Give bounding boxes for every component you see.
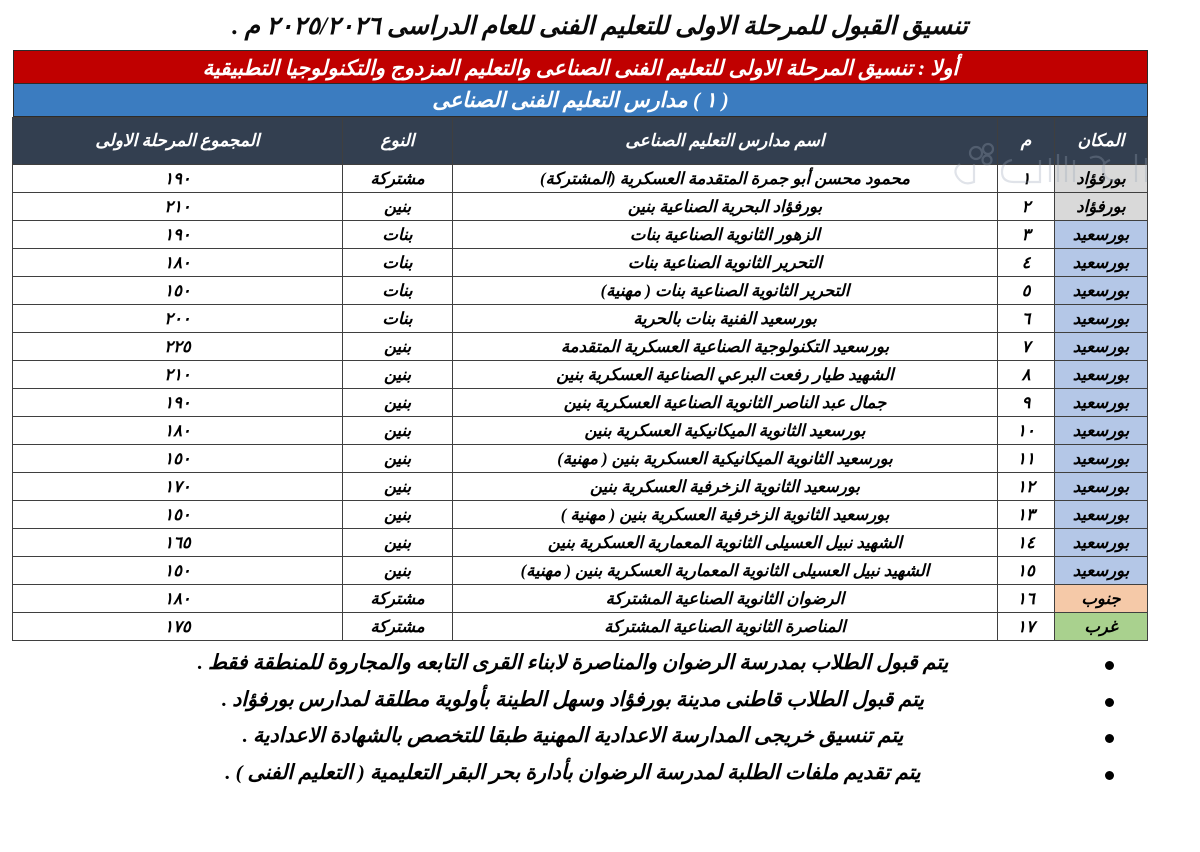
column-header-total: المجموع المرحلة الاولى: [13, 118, 343, 165]
cell-number: ١: [998, 165, 1055, 193]
cell-number: ١٢: [998, 473, 1055, 501]
cell-type: مشتركة: [343, 165, 453, 193]
cell-place: بورسعيد: [1055, 557, 1148, 585]
cell-school-name: بورفؤاد البحرية الصناعية بنين: [453, 193, 998, 221]
cell-school-name: المناصرة الثانوية الصناعية المشتركة: [453, 613, 998, 641]
cell-number: ٨: [998, 361, 1055, 389]
table-body: [13, 165, 1148, 641]
cell-number: ٥: [998, 277, 1055, 305]
cell-type: بنين: [343, 333, 453, 361]
note-item: يتم تنسيق خريجى المدارسة الاعدادية المهنية طبقا للتخصص بالشهادة الاعدادية .: [60, 726, 1120, 747]
table-row: [13, 361, 1148, 389]
table-row: [13, 585, 1148, 613]
column-header-type: النوع: [343, 118, 453, 165]
table-row: [13, 389, 1148, 417]
cell-total: ١٨٠: [13, 417, 343, 445]
cell-place: بورسعيد: [1055, 361, 1148, 389]
cell-type: بنات: [343, 221, 453, 249]
cell-school-name: بورسعيد التكنولوجية الصناعية العسكرية المتقدمة: [453, 333, 998, 361]
table-row: [13, 529, 1148, 557]
cell-type: بنين: [343, 361, 453, 389]
cell-place: غرب: [1055, 613, 1148, 641]
cell-type: بنين: [343, 389, 453, 417]
table-row: [13, 501, 1148, 529]
cell-school-name: بورسعيد الفنية بنات بالحرية: [453, 305, 998, 333]
cell-type: بنين: [343, 417, 453, 445]
cell-type: بنين: [343, 473, 453, 501]
note-item: يتم قبول الطلاب قاطنى مدينة بورفؤاد وسهل الطينة بأولوية مطلقة لمدارس بورفؤاد .: [60, 690, 1120, 711]
note-item: يتم تقديم ملفات الطلبة لمدرسة الرضوان بأدارة بحر البقر التعليمية ( التعليم الفنى ) .: [60, 763, 1120, 784]
cell-place: بورسعيد: [1055, 333, 1148, 361]
cell-type: بنات: [343, 249, 453, 277]
cell-school-name: بورسعيد الثانوية الميكانيكية العسكرية بنين ( مهنية): [453, 445, 998, 473]
cell-place: بورسعيد: [1055, 445, 1148, 473]
banner-section-title: أولا : تنسيق المرحلة الاولى للتعليم الفنى الصناعى والتعليم المزدوج والتكنولوجيا التطبيقية: [13, 50, 1148, 84]
cell-number: ٤: [998, 249, 1055, 277]
cell-school-name: بورسعيد الثانوية الزخرفية العسكرية بنين: [453, 473, 998, 501]
cell-school-name: بورسعيد الثانوية الزخرفية العسكرية بنين ( مهنية ): [453, 501, 998, 529]
cell-number: ٣: [998, 221, 1055, 249]
cell-total: ١٥٠: [13, 557, 343, 585]
cell-total: ١٧٠: [13, 473, 343, 501]
cell-place: جنوب: [1055, 585, 1148, 613]
banner-group: [13, 50, 1148, 117]
cell-type: بنين: [343, 501, 453, 529]
cell-total: ١٥٠: [13, 277, 343, 305]
cell-number: ١٥: [998, 557, 1055, 585]
cell-number: ١٤: [998, 529, 1055, 557]
cell-total: ٢١٠: [13, 361, 343, 389]
cell-place: بورسعيد: [1055, 249, 1148, 277]
table-row: [13, 221, 1148, 249]
cell-school-name: الشهيد طيار رفعت البرعي الصناعية العسكرية بنين: [453, 361, 998, 389]
cell-place: بورسعيد: [1055, 501, 1148, 529]
cell-number: ٩: [998, 389, 1055, 417]
cell-number: ١٧: [998, 613, 1055, 641]
cell-place: بورسعيد: [1055, 277, 1148, 305]
column-header-number: م: [998, 118, 1055, 165]
cell-total: ٢٠٠: [13, 305, 343, 333]
cell-place: بورسعيد: [1055, 417, 1148, 445]
cell-number: ٢: [998, 193, 1055, 221]
cell-total: ٢١٠: [13, 193, 343, 221]
cell-type: بنات: [343, 305, 453, 333]
cell-place: بورفؤاد: [1055, 193, 1148, 221]
cell-school-name: الشهيد نبيل العسيلى الثانوية المعمارية العسكرية بنين ( مهنية): [453, 557, 998, 585]
cell-place: بورسعيد: [1055, 305, 1148, 333]
cell-school-name: جمال عبد الناصر الثانوية الصناعية العسكرية بنين: [453, 389, 998, 417]
cell-school-name: الزهور الثانوية الصناعية بنات: [453, 221, 998, 249]
cell-type: بنات: [343, 277, 453, 305]
table-row: [13, 249, 1148, 277]
cell-total: ٢٢٥: [13, 333, 343, 361]
table-row: [13, 473, 1148, 501]
cell-type: بنين: [343, 557, 453, 585]
cell-type: بنين: [343, 193, 453, 221]
table-header-row: [13, 118, 1148, 165]
cell-total: ١٩٠: [13, 389, 343, 417]
column-header-place: المكان: [1055, 118, 1148, 165]
cell-number: ١٦: [998, 585, 1055, 613]
cell-type: مشتركة: [343, 585, 453, 613]
cell-place: بورسعيد: [1055, 389, 1148, 417]
banner-subsection-title: ( ١ ) مدارس التعليم الفنى الصناعى: [13, 84, 1148, 117]
cell-number: ١١: [998, 445, 1055, 473]
cell-school-name: التحرير الثانوية الصناعية بنات ( مهنية): [453, 277, 998, 305]
cell-total: ١٥٠: [13, 501, 343, 529]
schools-table: [12, 117, 1148, 641]
cell-number: ٦: [998, 305, 1055, 333]
cell-type: مشتركة: [343, 613, 453, 641]
cell-place: بورسعيد: [1055, 529, 1148, 557]
cell-school-name: الرضوان الثانوية الصناعية المشتركة: [453, 585, 998, 613]
cell-total: ١٥٠: [13, 445, 343, 473]
table-row: [13, 277, 1148, 305]
table-row: [13, 445, 1148, 473]
table-row: [13, 557, 1148, 585]
notes-list: [60, 653, 1120, 783]
cell-place: بورسعيد: [1055, 221, 1148, 249]
cell-total: ١٩٠: [13, 221, 343, 249]
cell-place: بورسعيد: [1055, 473, 1148, 501]
page-title: تنسيق القبول للمرحلة الاولى للتعليم الفنى للعام الدراسى ٢٠٢٥/٢٠٢٦ م .: [232, 13, 968, 40]
cell-total: ١٩٠: [13, 165, 343, 193]
table-row: [13, 193, 1148, 221]
cell-type: بنين: [343, 529, 453, 557]
cell-total: ١٦٥: [13, 529, 343, 557]
cell-school-name: محمود محسن أبو جمرة المتقدمة العسكرية (المشتركة): [453, 165, 998, 193]
table-row: [13, 417, 1148, 445]
cell-number: ١٣: [998, 501, 1055, 529]
cell-total: ١٨٠: [13, 585, 343, 613]
note-item: يتم قبول الطلاب بمدرسة الرضوان والمناصرة لابناء القرى التابعه والمجاروة للمنطقة فقط .: [60, 653, 1120, 674]
cell-place: بورفؤاد: [1055, 165, 1148, 193]
cell-number: ٧: [998, 333, 1055, 361]
cell-total: ١٨٠: [13, 249, 343, 277]
table-row: [13, 333, 1148, 361]
table-row: [13, 305, 1148, 333]
cell-type: بنين: [343, 445, 453, 473]
cell-total: ١٧٥: [13, 613, 343, 641]
table-row: [13, 613, 1148, 641]
schools-table-container: [13, 117, 1148, 641]
cell-number: ١٠: [998, 417, 1055, 445]
cell-school-name: بورسعيد الثانوية الميكانيكية العسكرية بنين: [453, 417, 998, 445]
column-header-school-name: اسم مدارس التعليم الصناعى: [453, 118, 998, 165]
cell-school-name: الشهيد نبيل العسيلى الثانوية المعمارية العسكرية بنين: [453, 529, 998, 557]
cell-school-name: التحرير الثانوية الصناعية بنات: [453, 249, 998, 277]
table-row: [13, 165, 1148, 193]
